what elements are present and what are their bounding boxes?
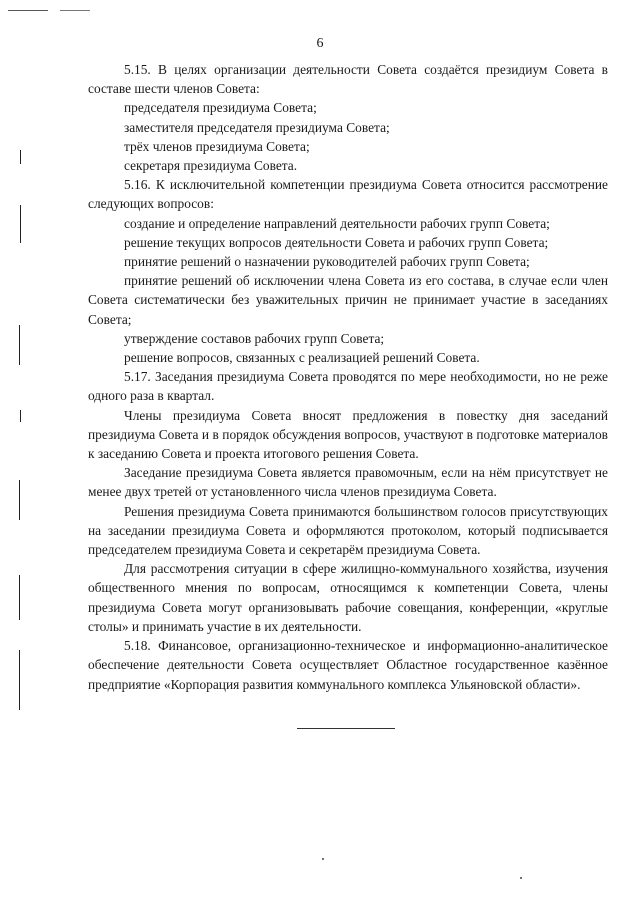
list-item: принятие решений о назначении руководителей рабочих групп Совета;: [124, 254, 530, 270]
document-body: [88, 60, 608, 694]
scan-artifact: [520, 877, 522, 879]
end-divider: [297, 728, 395, 729]
scan-artifact: [20, 410, 21, 422]
paragraph: принятие решений об исключении члена Совета из его состава, в случае если член Совета систематически без уважительных причин не принимает участие в заседаниях Совета;: [88, 273, 608, 327]
list-item: председателя президиума Совета;: [124, 100, 317, 116]
list-item: трёх членов президиума Совета;: [124, 138, 310, 154]
list-item: создание и определение направлений деятельности рабочих групп Совета;: [124, 215, 550, 231]
scan-artifact: [19, 480, 20, 520]
paragraph: Для рассмотрения ситуации в сфере жилищно-коммунального хозяйства, изучения общественного мнения по вопросам, относящимся к компетенции Совета, члены президиума Совета могут организовывать рабочие совещания, конференции, «круглые столы» и принимать участие в их деятельности.: [88, 561, 608, 634]
scan-artifact: [60, 10, 90, 11]
scan-artifact: [20, 205, 21, 243]
paragraph: 5.18. Финансовое, организационно-техническое и информационно-аналитическое обеспечение деятельности Совета осуществляет Областное государственное казённое предприятие «Корпорация развития коммунального комплекса Ульяновской области».: [88, 638, 608, 692]
paragraph: 5.15. В целях организации деятельности Совета создаётся президиум Совета в составе шести членов Совета:: [88, 62, 608, 97]
paragraph: Заседание президиума Совета является правомочным, если на нём присутствует не менее двух третей от установленного числа членов президиума Совета.: [88, 465, 608, 500]
list-item: заместителя председателя президиума Совета;: [124, 119, 390, 135]
scan-artifact: [19, 575, 20, 620]
scan-artifact: [20, 150, 21, 164]
scan-artifact: [8, 10, 48, 11]
scan-artifact: [322, 858, 324, 860]
paragraph: 5.16. К исключительной компетенции президиума Совета относится рассмотрение следующих вопросов:: [88, 177, 608, 212]
list-item: утверждение составов рабочих групп Совета;: [124, 330, 385, 346]
paragraph: Члены президиума Совета вносят предложения в повестку дня заседаний президиума Совета и в порядок обсуждения вопросов, участвуют в подготовке материалов к заседанию Совета и проекта итогового решения Совета.: [88, 407, 608, 462]
page-number: 6: [316, 36, 324, 51]
list-item: решение текущих вопросов деятельности Совета и рабочих групп Совета;: [124, 234, 549, 250]
list-item: секретаря президиума Совета.: [124, 158, 298, 174]
list-item: решение вопросов, связанных с реализацией решений Совета.: [124, 350, 480, 366]
scan-artifact: [19, 325, 20, 365]
paragraph: Решения президиума Совета принимаются большинством голосов присутствующих на заседании президиума Совета и оформляются протоколом, который подписывается председателем президиума Совета и секретарём президиума Совета.: [88, 503, 608, 558]
paragraph: 5.17. Заседания президиума Совета проводятся по мере необходимости, но не реже одного раза в квартал.: [88, 369, 608, 404]
scan-artifact: [19, 650, 20, 710]
